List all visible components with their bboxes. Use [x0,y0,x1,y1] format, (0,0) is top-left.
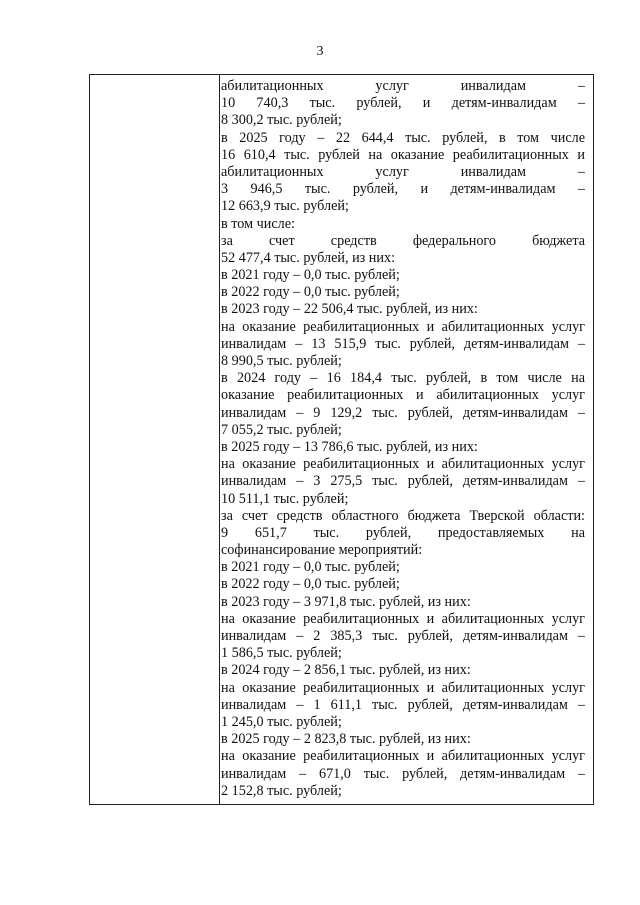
text-line: софинансирование мероприятий: [221,542,423,559]
text-line: 8 300,2 тыс. рублей; [221,112,342,129]
text-line: в 2024 году – 16 184,4 тыс. рублей, в том числе на [221,370,585,387]
text-line: в 2025 году – 13 786,6 тыс. рублей, из них: [221,438,478,455]
page-number: 3 [316,44,324,59]
text-line: инвалидам – 9 129,2 тыс. рублей, детям-инвалидам – [221,404,585,421]
text-line: инвалидам – 3 275,5 тыс. рублей, детям-инвалидам – [221,473,585,490]
text-line: в 2022 году – 0,0 тыс. рублей; [221,576,400,593]
text-line: 10 740,3 тыс. рублей, и детям-инвалидам – [221,95,585,112]
text-line: инвалидам – 13 515,9 тыс. рублей, детям-инвалидам – [221,335,585,352]
text-line: в 2024 году – 2 856,1 тыс. рублей, из них: [221,662,471,679]
text-line: в том числе: [221,215,295,232]
text-line: 1 586,5 тыс. рублей; [221,645,342,662]
text-line: 2 152,8 тыс. рублей; [221,782,342,799]
text-line: инвалидам – 2 385,3 тыс. рублей, детям-инвалидам – [221,628,585,644]
text-line: абилитационных услуг инвалидам – [221,163,585,180]
text-line: на оказание реабилитационных и абилитационных услуг [221,748,585,765]
text-line: в 2025 году – 2 823,8 тыс. рублей, из них: [221,731,471,748]
table-left-cell [90,75,219,804]
table-right-cell [220,75,593,804]
text-line: в 2021 году – 0,0 тыс. рублей; [221,559,400,576]
text-line: 7 055,2 тыс. рублей; [221,421,342,438]
text-line: инвалидам – 1 611,1 тыс. рублей, детям-инвалидам – [221,696,585,713]
text-line: в 2021 году – 0,0 тыс. рублей; [221,267,400,284]
text-line: 10 511,1 тыс. рублей; [221,490,349,507]
text-line: 16 610,4 тыс. рублей на оказание реабилитационных и [221,146,585,163]
text-line: 3 946,5 тыс. рублей, и детям-инвалидам – [221,181,585,198]
text-line: 9 651,7 тыс. рублей, предоставляемых на [221,524,585,541]
text-line: на оказание реабилитационных и абилитационных услуг [221,318,585,335]
text-line: оказание реабилитационных и абилитационных услуг [221,387,585,404]
text-line: в 2022 году – 0,0 тыс. рублей; [221,284,400,301]
text-line: 52 477,4 тыс. рублей, из них: [221,249,396,266]
text-line: на оказание реабилитационных и абилитационных услуг [221,610,585,627]
text-line: в 2025 году – 22 644,4 тыс. рублей, в том числе [221,129,585,146]
text-line: за счет средств областного бюджета Тверской области: [221,507,585,524]
funding-table [89,74,594,805]
text-line: инвалидам – 671,0 тыс. рублей, детям-инвалидам – [221,765,585,782]
text-line: 12 663,9 тыс. рублей; [221,198,349,215]
text-line: в 2023 году – 3 971,8 тыс. рублей, из них: [221,593,471,610]
text-line: 1 245,0 тыс. рублей; [221,713,342,730]
text-line: на оказание реабилитационных и абилитационных услуг [221,456,585,473]
text-line: за счет средств федерального бюджета [221,232,585,249]
text-line: 8 990,5 тыс. рублей; [221,353,342,369]
text-line: в 2023 году – 22 506,4 тыс. рублей, из них: [221,301,478,318]
text-line: абилитационных услуг инвалидам – [221,78,585,94]
text-line: на оказание реабилитационных и абилитационных услуг [221,679,585,696]
